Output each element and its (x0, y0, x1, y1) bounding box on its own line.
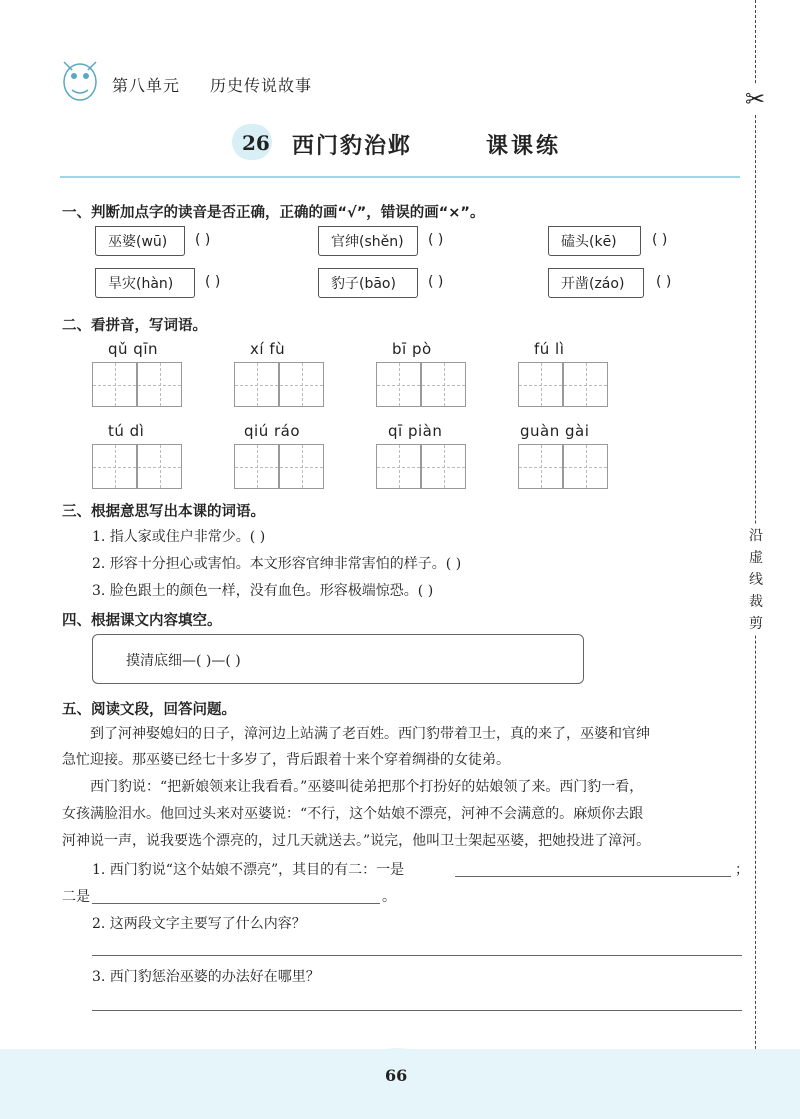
writing-box[interactable] (234, 444, 279, 489)
word-tag-5 (318, 268, 418, 298)
question-1: 1. 西门豹说“这个姑娘不漂亮”，其目的有二：一是 (92, 862, 405, 878)
answer-paren-4[interactable]: ( ) (205, 274, 221, 290)
page-number: 66 (385, 1066, 408, 1085)
word-2: 官绅(shěn) (331, 233, 404, 250)
writing-box[interactable] (518, 362, 563, 407)
writing-box[interactable] (92, 444, 137, 489)
pinyin-4: fú lì (534, 340, 565, 358)
section1-heading: 一、判断加点字的读音是否正确，正确的画“√”，错误的画“×”。 (62, 205, 485, 221)
passage-line: 到了河神娶媳妇的日子，漳河边上站满了老百姓。西门豹带着卫士，真的来了，巫婆和官绅 (90, 726, 650, 742)
word-tag-1 (95, 226, 185, 256)
lesson-number: 26 (242, 131, 270, 155)
writing-box[interactable] (279, 444, 324, 489)
writing-box[interactable] (137, 444, 182, 489)
question-3: 3. 西门豹惩治巫婆的办法好在哪里？ (92, 969, 320, 985)
passage-line: 急忙迎接。那巫婆已经七十多岁了，背后跟着十来个穿着绸褂的女徒弟。 (62, 752, 510, 768)
section3-item-2[interactable]: 2. 形容十分担心或害怕。本文形容官绅非常害怕的样子。( ) (92, 556, 462, 572)
writing-box[interactable] (92, 362, 137, 407)
pinyin-7: qī piàn (388, 422, 443, 440)
answer-paren-2[interactable]: ( ) (428, 232, 444, 248)
scissors-icon: ✂ (740, 84, 770, 114)
pinyin-1: qǔ qīn (108, 340, 158, 358)
answer-paren-1[interactable]: ( ) (195, 232, 211, 248)
unit-label: 第八单元 (112, 76, 181, 95)
passage-line: 河神说一声，说我要选个漂亮的，过几天就送去。”说完，他叫卫士架起巫婆，把她投进了漳河。 (62, 833, 651, 849)
section3-item-1[interactable]: 1. 指人家或住户非常少。( ) (92, 529, 266, 545)
answer-line[interactable] (92, 955, 742, 956)
passage-line: 女孩满脸泪水。他回过头来对巫婆说：“不行，这个姑娘不漂亮，河神不会满意的。麻烦你去跟 (62, 806, 644, 822)
word-tag-6 (548, 268, 644, 298)
answer-line[interactable] (92, 903, 380, 904)
answer-paren-6[interactable]: ( ) (656, 274, 672, 290)
pinyin-6: qiú ráo (244, 422, 300, 440)
answer-paren-5[interactable]: ( ) (428, 274, 444, 290)
writing-box[interactable] (421, 444, 466, 489)
section3-heading: 三、根据意思写出本课的词语。 (62, 504, 265, 520)
writing-box[interactable] (563, 444, 608, 489)
pinyin-5: tú dì (108, 422, 145, 440)
question-2: 2. 这两段文字主要写了什么内容？ (92, 916, 306, 932)
lesson-title: 西门豹治邺 (292, 133, 413, 159)
answer-line[interactable] (92, 1010, 742, 1011)
pinyin-2: xí fù (250, 340, 286, 358)
section2-heading: 二、看拼音，写词语。 (62, 318, 207, 334)
word-6: 开凿(záo) (561, 275, 625, 292)
question-1-part2: 二是 (62, 889, 90, 905)
writing-box[interactable] (421, 362, 466, 407)
cut-label: 沿虚线裁剪 (747, 525, 765, 635)
passage-line: 西门豹说：“把新娘领来让我看看。”巫婆叫徒弟把那个打扮好的姑娘领了来。西门豹一看， (90, 779, 644, 795)
word-5: 豹子(bāo) (331, 275, 396, 292)
section5-heading: 五、阅读文段，回答问题。 (62, 702, 236, 718)
word-3: 磕头(kē) (561, 233, 617, 250)
writing-box[interactable] (563, 362, 608, 407)
answer-paren-3[interactable]: ( ) (652, 232, 668, 248)
answer-line[interactable] (455, 876, 731, 877)
writing-box[interactable] (137, 362, 182, 407)
word-tag-2 (318, 226, 418, 256)
unit-theme: 历史传说故事 (210, 76, 313, 95)
pinyin-3: bī pò (392, 340, 432, 358)
question-1-semicolon: ； (735, 862, 749, 878)
mascot-icon (56, 52, 104, 104)
question-1-end: 。 (382, 889, 396, 905)
word-1: 巫婆(wū) (108, 233, 168, 250)
exercise-type: 课课练 (486, 133, 562, 159)
writing-box[interactable] (279, 362, 324, 407)
writing-box[interactable] (376, 444, 421, 489)
word-tag-3 (548, 226, 641, 256)
writing-box[interactable] (234, 362, 279, 407)
section3-item-3[interactable]: 3. 脸色跟土的颜色一样，没有血色。形容极端惊恐。( ) (92, 583, 434, 599)
writing-box[interactable] (518, 444, 563, 489)
pinyin-8: guàn gài (520, 422, 590, 440)
header-divider (60, 176, 740, 178)
fill-sequence[interactable]: 摸清底细—( )—( ) (126, 653, 241, 669)
word-4: 旱灾(hàn) (108, 275, 174, 292)
section4-heading: 四、根据课文内容填空。 (62, 613, 222, 629)
writing-box[interactable] (376, 362, 421, 407)
word-tag-4 (95, 268, 195, 298)
